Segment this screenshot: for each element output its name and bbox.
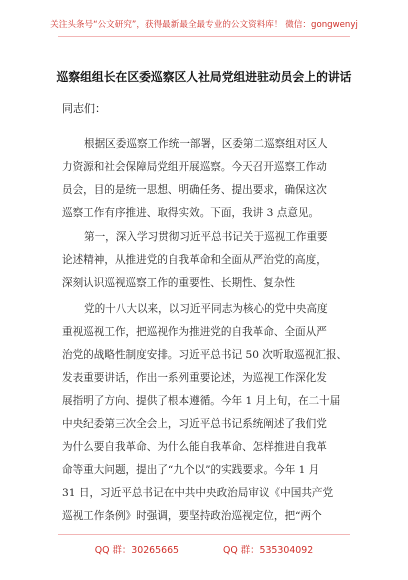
page-header: 关注头条号“公文研究”，获得最新最全最专业的公文资料库！ 微信：gongwenyj	[50, 20, 358, 30]
text-line: 深刻认识巡视巡察工作的重要性、长期性、复杂性	[62, 277, 296, 289]
text-line: 展指明了方向、提供了根本遵循。今年 1 月上旬，在二十届	[62, 395, 341, 407]
text-line: 巡视工作条例》时强调，要坚持政治巡视定位，把“两个	[62, 510, 322, 522]
text-line: 治党的战略性制度安排。习近平总书记 50 次听取巡视汇报、	[62, 349, 348, 361]
text-line: 论述精神，从推进党的自我革命和全面从严治党的高度，	[62, 254, 327, 266]
header-divider	[58, 36, 350, 37]
text-line: 命等重大问题，提出了“九个以”的实践要求。今年 1 月	[62, 464, 320, 476]
footer-divider	[58, 534, 350, 535]
text-line: 第一，深入学习贯彻习近平总书记关于巡视工作重要	[84, 231, 328, 243]
text-line: 党的十八大以来，以习近平同志为核心的党中央高度	[84, 303, 328, 315]
text-line: 重视巡视工作，把巡视作为推进党的自我革命、全面从严	[62, 326, 327, 338]
text-line: 员会，目的是统一思想、明确任务、提出要求，确保这次	[62, 184, 327, 196]
paragraph-3	[62, 298, 352, 528]
text-line: 中央纪委第三次全会上，习近平总书记系统阐述了我们党	[62, 418, 327, 430]
paragraph-2	[62, 226, 352, 295]
text-line: 发表重要讲话，作出一系列重要论述，为巡视工作深化发	[62, 372, 327, 384]
text-line: 31 日，习近平总书记在中共中央政治局审议《中国共产党	[62, 487, 334, 499]
text-line: 巡察工作有序推进、取得实效。下面，我讲 3 点意见。	[62, 207, 320, 219]
footer-qq-group-1: QQ 群：30265665	[94, 545, 180, 556]
text-line: 力资源和社会保障局党组开展巡察。今天召开巡察工作动	[62, 161, 327, 173]
salutation: 同志们：	[62, 102, 106, 115]
text-line: 根据区委巡察工作统一部署，区委第二巡察组对区人	[84, 138, 328, 150]
page-footer	[0, 542, 408, 556]
footer-qq-group-2: QQ 群：535304092	[223, 545, 314, 556]
paragraph-1	[62, 133, 352, 225]
document-title: 巡察组组长在区委巡察区人社局党组进驻动员会上的讲话	[56, 70, 352, 84]
text-line: 为什么要自我革命、为什么能自我革命、怎样推进自我革	[62, 441, 327, 453]
